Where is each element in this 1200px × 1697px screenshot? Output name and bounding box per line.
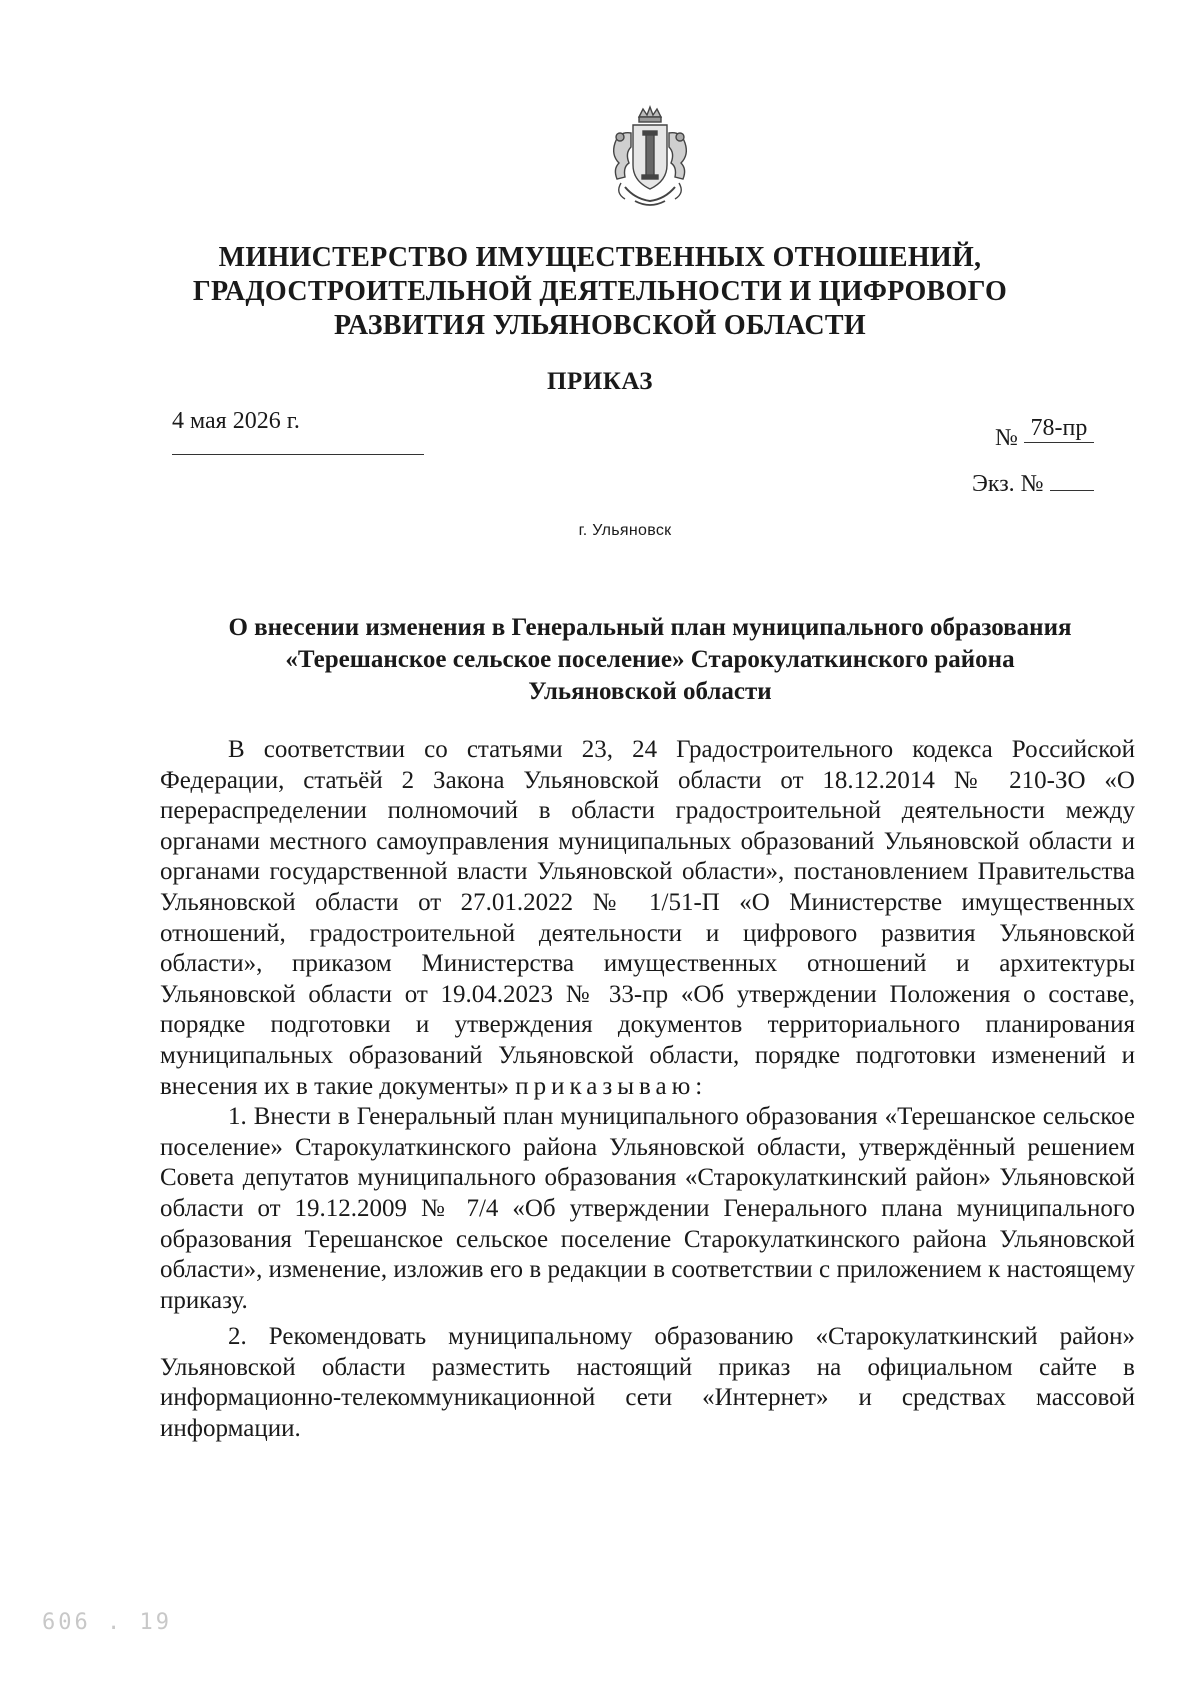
date-underline <box>172 454 424 455</box>
ulyanovsk-coat-of-arms-icon <box>595 103 705 213</box>
preamble-text: В соответствии со статьями 23, 24 Градостроительного кодекса Российской Федерации, статьёй 2 Закона Ульяновской области от 18.12.2014 № 210-ЗО «О перераспределении полномочий в области градостроительной деятельности между органами местного самоуправления муниципальных образований Ульяновской области и органами государственной власти Ульяновской области», постановлением Правительства Ульяновской области от 27.01.2022 № 1/51-П «О Министерстве имущественных отношений, градостроительной деятельности и цифрового развития Ульяновской области», приказом Министерства имущественных отношений и архитектуры Ульяновской области от 19.04.2023 № 33-пр «Об утверждении Положения о составе, порядке подготовки и утверждения документов территориального планирования муниципальных образований Ульяновской области, порядке подготовки изменений и внесения их в такие документы» <box>160 736 1135 1100</box>
ministry-line-1: МИНИСТЕРСТВО ИМУЩЕСТВЕННЫХ ОТНОШЕНИЙ, <box>218 242 982 273</box>
order-date: 4 мая 2026 г. <box>172 408 300 434</box>
ministry-line-3: РАЗВИТИЯ УЛЬЯНОВСКОЙ ОБЛАСТИ <box>334 310 866 341</box>
ministry-name <box>150 241 1050 343</box>
number-label: № <box>995 425 1018 451</box>
ministry-line-2: ГРАДОСТРОИТЕЛЬНОЙ ДЕЯТЕЛЬНОСТИ И ЦИФРОВОГО <box>192 276 1008 307</box>
item-1-paragraph: 1. Внести в Генеральный план муниципального образования «Терешанское сельское поселение» Старокулаткинского района Ульяновской области, утверждённый решением Совета депутатов муниципального образования «Старокулаткинский район» Ульяновской области от 19.12.2009 № 7/4 «Об утверждении Генерального плана муниципального образования Терешанское сельское поселение Старокулаткинского района Ульяновской области», изменение, изложив его в редакции в соответствии с приложением к настоящему приказу. <box>160 1103 1135 1314</box>
item-2-paragraph: 2. Рекомендовать муниципальному образованию «Старокулаткинский район» Ульяновской области разместить настоящий приказ на официальном сайте в информационно-телекоммуникационной сети «Интернет» и средствах массовой информации. <box>160 1323 1135 1443</box>
faded-stamp-number: 606 . 19 <box>42 1610 172 1635</box>
document-type-title: ПРИКАЗ <box>547 368 653 395</box>
number-value: 78-пр <box>1024 415 1094 443</box>
command-word: приказываю: <box>515 1072 708 1100</box>
order-body <box>160 735 1135 1445</box>
preamble-paragraph <box>160 735 1135 1102</box>
subject-line-3: Ульяновской области <box>528 678 772 705</box>
order-subject <box>150 612 1150 708</box>
city: г. Ульяновск <box>578 522 672 539</box>
subject-line-1: О внесении изменения в Генеральный план муниципального образования <box>228 614 1072 641</box>
copy-number-label: Экз. № <box>972 471 1044 497</box>
order-number <box>995 415 1094 453</box>
subject-line-2: «Терешанское сельское поселение» Старокулаткинского района <box>285 646 1015 673</box>
copy-number-blank <box>1050 470 1094 491</box>
copy-number <box>972 470 1094 498</box>
